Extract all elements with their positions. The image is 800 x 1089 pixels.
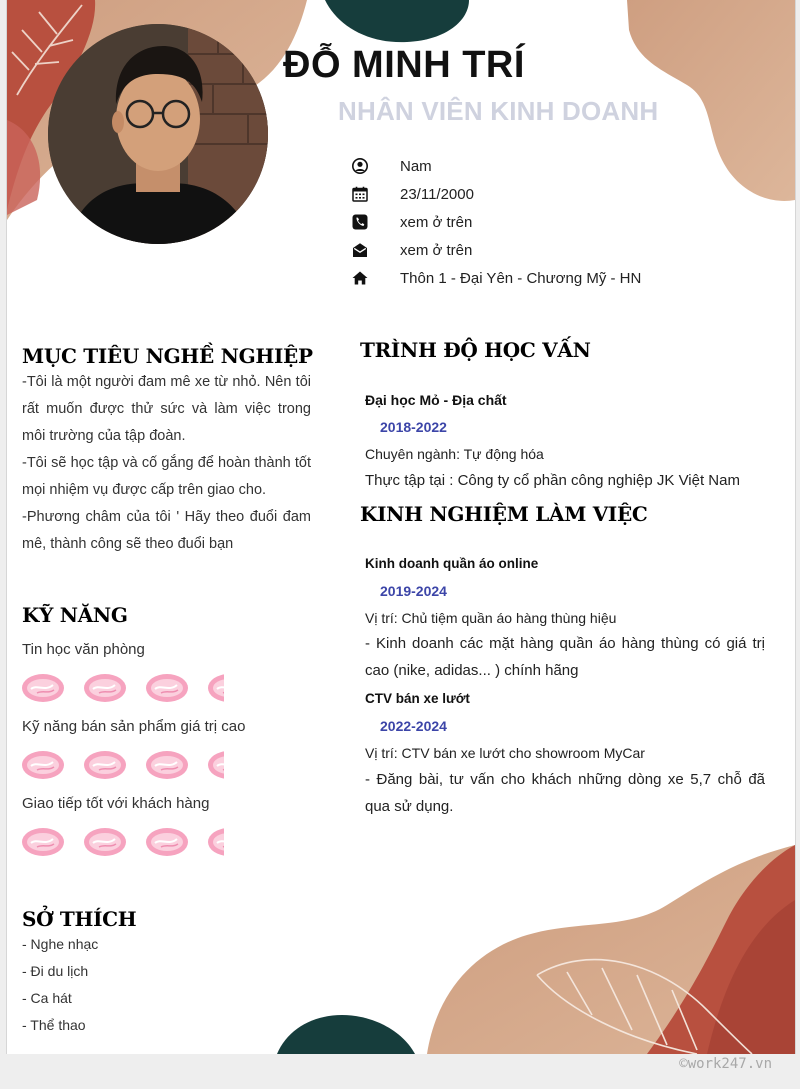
rating-blob-icon	[83, 672, 127, 704]
job-years-1: 2019-2024	[380, 583, 447, 599]
envelope-icon	[352, 242, 368, 258]
skill-rating	[21, 826, 224, 862]
skill-rating	[21, 672, 224, 708]
rating-blob-icon	[207, 672, 224, 704]
rating-blob-icon	[83, 749, 127, 781]
objective-paragraph: -Phương châm của tôi ' Hãy theo đuổi đam mê, thành công sẽ theo đuổi bạn	[22, 509, 311, 552]
job-title-2: CTV bán xe lướt	[365, 691, 470, 706]
school-name: Đại học Mỏ - Địa chất	[365, 392, 507, 408]
objective-paragraph: -Tôi sẽ học tập và cố gắng để hoàn thành tốt mọi nhiệm vụ được cấp trên giao cho.	[22, 455, 311, 498]
objective-text	[22, 369, 311, 558]
education-years: 2018-2022	[380, 419, 447, 435]
rating-blob-icon	[145, 749, 189, 781]
watermark: ©work247.vn	[679, 1056, 772, 1072]
job-description-1: - Kinh doanh các mặt hàng quần áo hàng thùng có giá trị cao (nike, adidas... ) chính hãng	[365, 635, 765, 679]
education-major: Chuyên ngành: Tự động hóa	[365, 446, 544, 462]
skill-label: Kỹ năng bán sản phẩm giá trị cao	[22, 718, 246, 735]
contact-value: Thôn 1 - Đại Yên - Chương Mỹ - HN	[400, 269, 642, 287]
contact-email	[352, 236, 641, 264]
contact-address	[352, 264, 641, 292]
home-icon	[352, 270, 368, 286]
calendar-icon	[352, 186, 368, 202]
rating-blob-icon	[21, 826, 65, 858]
skill-label: Tin học văn phòng	[22, 641, 145, 658]
hobby-item: - Thể thao	[22, 1017, 86, 1033]
hobby-item: - Đi du lịch	[22, 963, 89, 979]
skill-label: Giao tiếp tốt với khách hàng	[22, 795, 210, 812]
skills-heading: KỸ NĂNG	[22, 603, 128, 627]
job-title: NHÂN VIÊN KINH DOANH	[338, 96, 659, 126]
rating-blob-icon	[207, 826, 224, 858]
user-icon	[352, 158, 368, 174]
education-internship: Thực tập tại : Công ty cổ phần công nghiệp JK Việt Nam	[365, 472, 740, 489]
contact-birthday	[352, 180, 641, 208]
candidate-name: ĐỖ MINH TRÍ	[283, 44, 525, 86]
hobbies-heading: SỞ THÍCH	[22, 907, 137, 931]
resume-page	[6, 0, 796, 1054]
rating-blob-icon	[21, 749, 65, 781]
objective-heading: MỤC TIÊU NGHỀ NGHIỆP	[22, 344, 313, 368]
job-position-1: Vị trí: Chủ tiệm quần áo hàng thùng hiệu	[365, 610, 617, 626]
contact-value: xem ở trên	[400, 213, 473, 231]
contact-value: 23/11/2000	[400, 185, 474, 203]
education-heading: TRÌNH ĐỘ HỌC VẤN	[360, 338, 591, 362]
contact-value: xem ở trên	[400, 241, 473, 259]
rating-blob-icon	[21, 672, 65, 704]
phone-icon	[352, 214, 368, 230]
contact-phone	[352, 208, 641, 236]
rating-blob-icon	[145, 826, 189, 858]
rating-blob-icon	[83, 826, 127, 858]
skill-rating	[21, 749, 224, 785]
rating-blob-icon	[145, 672, 189, 704]
contact-gender	[352, 152, 641, 180]
contact-value: Nam	[400, 157, 432, 175]
job-title-1: Kinh doanh quần áo online	[365, 556, 539, 571]
profile-photo	[48, 24, 268, 244]
experience-heading: KINH NGHIỆM LÀM VIỆC	[360, 502, 648, 526]
job-position-2: Vị trí: CTV bán xe lướt cho showroom MyCar	[365, 745, 645, 761]
job-years-2: 2022-2024	[380, 718, 447, 734]
hobby-item: - Nghe nhạc	[22, 936, 99, 952]
rating-blob-icon	[207, 749, 224, 781]
objective-paragraph: -Tôi là một người đam mê xe từ nhỏ. Nên tôi rất muốn được thử sức và làm việc trong môi trường của tập đoàn.	[22, 374, 311, 444]
hobby-item: - Ca hát	[22, 990, 72, 1006]
contact-info	[352, 152, 641, 292]
job-description-2: - Đăng bài, tư vấn cho khách những dòng xe 5,7 chỗ đã qua sử dụng.	[365, 771, 765, 815]
